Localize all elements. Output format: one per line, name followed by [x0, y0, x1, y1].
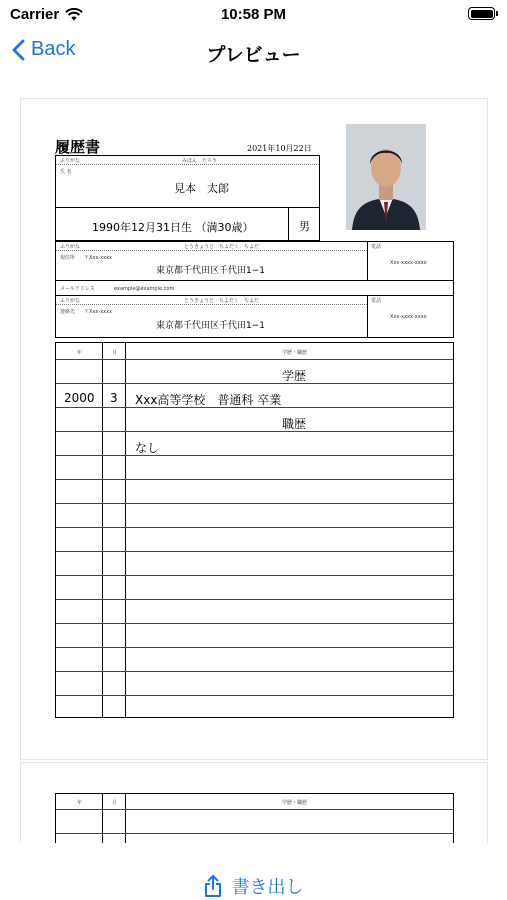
share-icon: [204, 874, 222, 898]
export-button[interactable]: [0, 873, 507, 899]
name-value: 見本 太郎: [174, 182, 229, 195]
address-furigana-label: ふりがな: [60, 244, 81, 250]
clock: 10:58 PM: [220, 6, 287, 23]
status-bar: [0, 0, 507, 30]
history-row-1-text: 学歴: [282, 369, 307, 383]
address-label: 現住所: [60, 255, 76, 261]
history-table: [55, 342, 454, 718]
contact-phone-label: 電話: [371, 298, 382, 304]
address-block: [55, 241, 454, 338]
back-label: Back: [31, 38, 76, 60]
postal-code: 〒Xxx-xxxx: [84, 255, 112, 261]
export-label: 書き出し: [231, 877, 304, 898]
name-furigana: みほん たろう: [182, 158, 218, 164]
contact-furigana-label: ふりがな: [60, 298, 81, 304]
resume-page-2: [20, 762, 488, 843]
history-row-4-text: なし: [135, 441, 160, 455]
history-table-page-2: [55, 793, 454, 843]
col-year: 年: [77, 350, 83, 356]
contact-address: 東京都千代田区千代田1−1: [156, 321, 265, 331]
history-row-2-year: 2000: [64, 391, 95, 405]
name-label: 氏 名: [60, 169, 72, 175]
carrier-label: Carrier: [10, 6, 60, 23]
birth-date: 1990年12月31日生 （満30歳）: [92, 221, 254, 234]
bottom-toolbar: [0, 843, 507, 900]
gender: 男: [299, 220, 310, 233]
phone-label: 電話: [371, 244, 382, 250]
battery-icon: [468, 7, 495, 20]
page-title: プレビュー: [206, 44, 301, 66]
furigana-label: ふりがな: [60, 158, 81, 164]
col-month: 月: [112, 350, 118, 356]
resume-title: 履歴書: [55, 138, 101, 156]
contact-label: 連絡先: [60, 309, 76, 315]
address-value: 東京都千代田区千代田1−1: [156, 266, 265, 276]
history-row-2-month: 3: [110, 391, 118, 405]
contact-postal: 〒Xxx-xxxx: [84, 309, 112, 315]
col-year-p2: 年: [77, 800, 83, 806]
phone-value: Xxx-xxxx-xxxx: [390, 260, 427, 266]
contact-phone: Xxx-xxxx-xxxx: [390, 314, 427, 320]
address-furigana: とうきょうと ちよだく ちよだ: [184, 244, 260, 250]
name-block: [55, 155, 320, 241]
email-value: example@example.com: [114, 286, 175, 292]
history-row-3-text: 職歴: [282, 417, 307, 431]
navigation-bar: [0, 30, 507, 74]
contact-furigana: とうきょうと ちよだく ちよだ: [184, 298, 260, 304]
portrait-photo: [346, 124, 426, 230]
col-detail-p2: 学歴・職歴: [282, 800, 308, 806]
col-detail: 学歴・職歴: [282, 350, 308, 356]
resume-preview[interactable]: [20, 98, 488, 843]
email-label: メールアドレス: [60, 286, 95, 292]
history-row-2-text: Xxx高等学校 普通科 卒業: [135, 393, 282, 407]
col-month-p2: 月: [112, 800, 118, 806]
resume-date: 2021年10月22日: [247, 144, 312, 153]
resume-page-1: [20, 98, 488, 760]
